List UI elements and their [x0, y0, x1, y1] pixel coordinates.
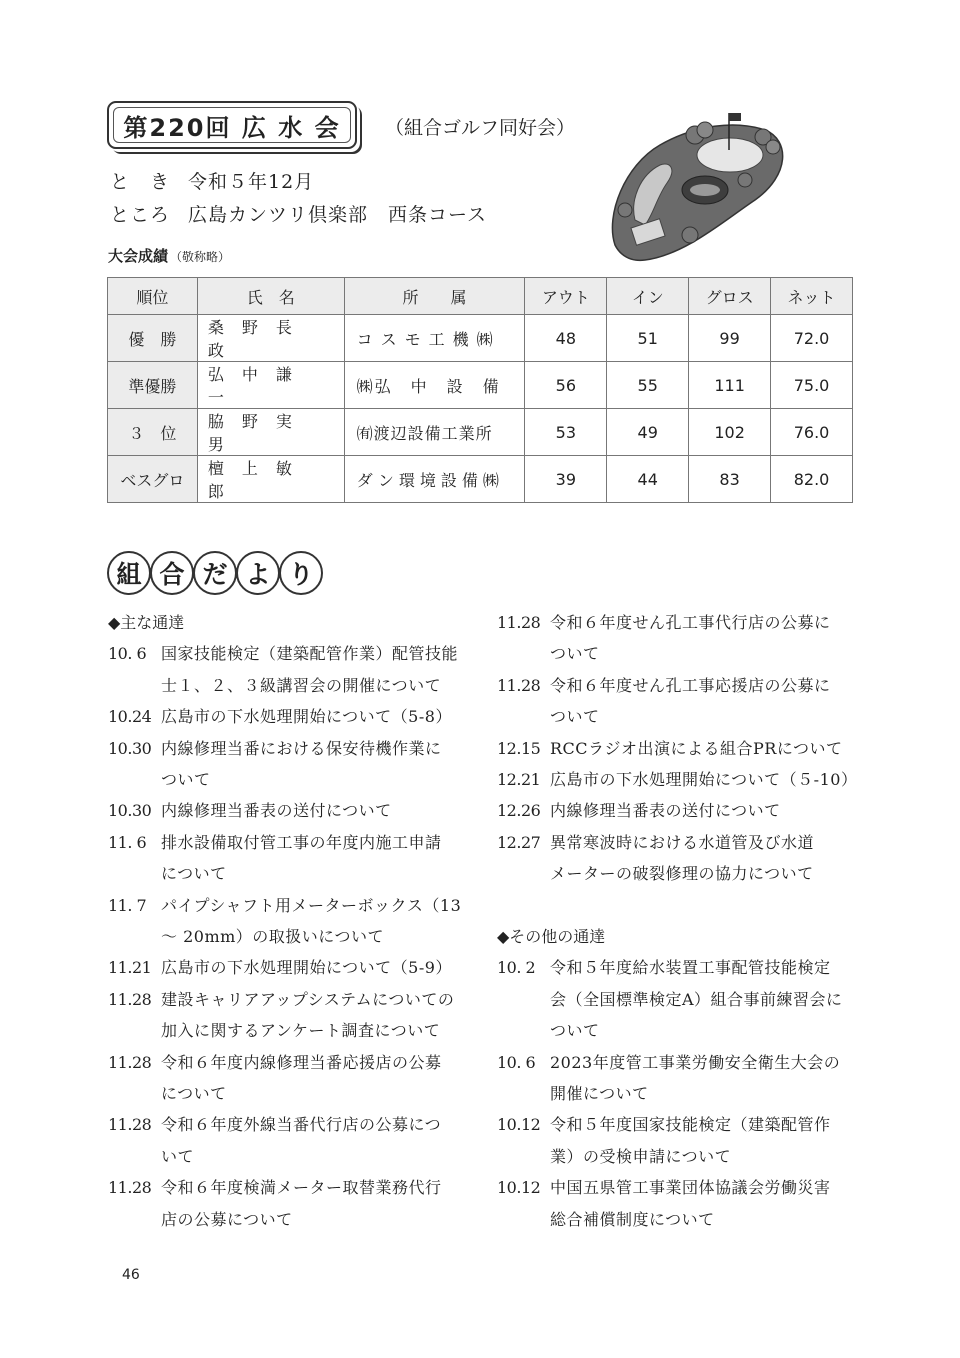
header-in: イン	[607, 278, 689, 315]
results-heading	[108, 245, 230, 266]
gross-cell: 99	[689, 315, 771, 362]
notice-date: 11.28	[497, 613, 541, 632]
notice-date: 11.28	[108, 1052, 152, 1072]
notice-item	[108, 733, 468, 796]
section-heading-circles	[107, 551, 322, 595]
notice-line: メーターの破裂修理の協力について	[550, 864, 814, 884]
table-row	[108, 409, 853, 456]
notice-line: 2023年度管工事業労働安全衛生大会の	[550, 1052, 841, 1072]
main-notices-heading: ◆主な通達	[108, 613, 185, 632]
notice-date: 10.12	[497, 1115, 541, 1135]
where-value: 広島カンツリ倶楽部 西条コース	[188, 204, 488, 226]
notice-date: 11.28	[497, 675, 541, 695]
notice-date: 12.15	[497, 738, 541, 758]
notice-date: 11.28	[108, 1115, 152, 1135]
in-cell: 55	[607, 362, 689, 409]
notice-line: 国家技能検定（建築配管作業）配管技能	[161, 644, 459, 664]
net-cell: 76.0	[771, 409, 853, 456]
notice-date: 11.21	[108, 958, 152, 978]
notice-item	[497, 670, 857, 733]
notice-date: 10.30	[108, 738, 152, 758]
notice-item	[108, 827, 468, 890]
out-cell: 56	[525, 362, 607, 409]
title-frame	[107, 101, 357, 149]
where-line	[110, 200, 487, 227]
notice-item	[497, 827, 857, 890]
notice-line: 広島市の下水処理開始について（5-9）	[161, 958, 452, 978]
notice-text	[161, 1047, 468, 1110]
notice-line: いて	[161, 1146, 195, 1166]
table-row	[108, 315, 853, 362]
net-cell: 75.0	[771, 362, 853, 409]
notice-line: ～ 20mm）の取扱いについて	[161, 927, 384, 947]
notice-date: 12.26	[497, 801, 541, 821]
notice-date: 11. 7	[108, 895, 147, 915]
affiliation-cell: ㈱弘 中 設 備	[344, 362, 525, 409]
header-rank: 順位	[108, 278, 198, 315]
notice-item	[108, 952, 468, 983]
notice-line: について	[161, 1084, 227, 1104]
notice-text	[161, 701, 468, 732]
name-cell: 脇野実男	[197, 409, 344, 456]
circle-char: り	[279, 551, 323, 595]
header-net: ネット	[771, 278, 853, 315]
notice-text	[550, 1172, 857, 1235]
notice-line: 会（全国標準検定A）組合事前練習会に	[550, 989, 843, 1009]
header-affiliation: 所 属	[344, 278, 525, 315]
name-cell: 弘中謙一	[197, 362, 344, 409]
notice-text	[161, 733, 468, 796]
results-heading-text: 大会成績	[108, 247, 169, 265]
notice-line: 内線修理当番における保安待機作業に	[161, 738, 442, 758]
notice-date: 10. 6	[497, 1052, 536, 1072]
notice-line: 総合補償制度について	[550, 1209, 715, 1229]
notice-item	[497, 733, 857, 764]
notice-line: 令和６年度内線修理当番応援店の公募	[161, 1052, 442, 1072]
notice-text	[161, 1109, 468, 1172]
notice-text	[161, 795, 468, 826]
notice-line: 令和５年度国家技能検定（建築配管作	[550, 1115, 831, 1135]
affiliation-cell: コスモ工機㈱	[344, 315, 525, 362]
notice-text	[550, 764, 857, 795]
notice-item	[108, 1047, 468, 1110]
notices-left-column	[108, 607, 468, 1235]
notice-item	[497, 1109, 857, 1172]
notice-line: ついて	[550, 1021, 600, 1041]
affiliation-cell: ダン環境設備㈱	[344, 456, 525, 503]
notice-line: について	[161, 864, 227, 884]
notice-line: 中国五県管工事業団体協議会労働災害	[550, 1178, 831, 1198]
notice-text	[161, 1172, 468, 1235]
notice-item	[108, 1172, 468, 1235]
notice-date: 10.30	[108, 801, 152, 821]
notice-line: 内線修理当番表の送付について	[550, 801, 781, 821]
subtitle: （組合ゴルフ同好会）	[385, 117, 576, 139]
table-row	[108, 362, 853, 409]
notice-text	[550, 1047, 857, 1110]
rank-cell: ３ 位	[108, 409, 198, 456]
notice-line: 令和５年度給水装置工事配管技能検定	[550, 958, 831, 978]
gross-cell: 83	[689, 456, 771, 503]
rank-cell: 準優勝	[108, 362, 198, 409]
notice-item	[108, 984, 468, 1047]
circle-char: 合	[150, 551, 194, 595]
notice-text	[550, 607, 857, 670]
affiliation-cell: ㈲渡辺設備工業所	[344, 409, 525, 456]
notice-text	[161, 638, 468, 701]
notice-line: 内線修理当番表の送付について	[161, 801, 392, 821]
notice-text	[161, 890, 468, 953]
notice-item	[108, 1109, 468, 1172]
notice-item	[497, 764, 857, 795]
notice-date: 11. 6	[108, 832, 147, 852]
notice-date: 12.21	[497, 770, 541, 790]
notice-date: 10.12	[497, 1178, 541, 1198]
notice-line: 店の公募について	[161, 1209, 293, 1229]
results-table	[107, 277, 853, 503]
notice-line: 広島市の下水処理開始について（5-8）	[161, 707, 452, 727]
notice-item	[108, 795, 468, 826]
notice-line: 加入に関するアンケート調査について	[161, 1021, 441, 1041]
notice-line: パイプシャフト用メーターボックス（13	[161, 895, 462, 915]
table-row	[108, 456, 853, 503]
gross-cell: 102	[689, 409, 771, 456]
notice-line: 令和６年度せん孔工事応援店の公募に	[550, 675, 831, 695]
notice-text	[550, 733, 857, 764]
notice-date: 12.27	[497, 832, 541, 852]
notice-text	[161, 827, 468, 890]
in-cell: 49	[607, 409, 689, 456]
notice-text	[550, 952, 857, 1046]
out-cell: 53	[525, 409, 607, 456]
results-note: （敬称略）	[170, 250, 231, 264]
out-cell: 48	[525, 315, 607, 362]
notice-text	[161, 984, 468, 1047]
notice-line: ついて	[161, 770, 211, 790]
notice-item	[108, 638, 468, 701]
notices-right-column	[497, 607, 857, 1235]
notice-line: 士１、２、３級講習会の開催について	[161, 675, 442, 695]
notice-text	[550, 827, 857, 890]
page-number: 46	[122, 1267, 140, 1283]
notice-item	[497, 952, 857, 1046]
notice-text	[161, 952, 468, 983]
notice-date: 10.24	[108, 707, 152, 727]
notice-text	[550, 670, 857, 733]
notice-line: 令和６年度外線当番代行店の公募につ	[161, 1115, 442, 1135]
circle-char: だ	[193, 551, 237, 595]
in-cell: 51	[607, 315, 689, 362]
in-cell: 44	[607, 456, 689, 503]
gross-cell: 111	[689, 362, 771, 409]
notice-line: RCCラジオ出演による組合PRについて	[550, 738, 843, 758]
when-value: 令和５年12月	[188, 171, 315, 193]
notice-date: 10. 2	[497, 958, 536, 978]
rank-cell: ベスグロ	[108, 456, 198, 503]
notice-line: 広島市の下水処理開始について（５-10）	[550, 770, 858, 790]
notice-line: 排水設備取付管工事の年度内施工申請	[161, 832, 442, 852]
notice-line: ついて	[550, 644, 600, 664]
notice-text	[550, 795, 857, 826]
notice-item	[108, 890, 468, 953]
rank-cell: 優 勝	[108, 315, 198, 362]
other-notices-heading: ◆その他の通達	[497, 927, 606, 947]
circle-char: 組	[107, 551, 151, 595]
notice-line: 業）の受検申請について	[550, 1146, 732, 1166]
notice-text	[550, 1109, 857, 1172]
net-cell: 82.0	[771, 456, 853, 503]
out-cell: 39	[525, 456, 607, 503]
header-gross: グロス	[689, 278, 771, 315]
notice-date: 11.28	[108, 989, 152, 1009]
notice-line: 令和６年度検満メーター取替業務代行	[161, 1178, 442, 1198]
where-label: ところ	[110, 204, 171, 226]
when-line	[110, 167, 314, 194]
notice-date: 11.28	[108, 1178, 152, 1198]
header-name: 氏 名	[197, 278, 344, 315]
notice-item	[497, 1172, 857, 1235]
golf-course-illustration	[605, 105, 795, 263]
table-header-row	[108, 278, 853, 315]
notice-line: 開催について	[550, 1084, 649, 1104]
header-out: アウト	[525, 278, 607, 315]
notice-line: 建設キャリアアップシステムについての	[161, 989, 455, 1009]
notice-date: 10. 6	[108, 644, 147, 664]
notice-item	[497, 607, 857, 670]
notice-item	[497, 1047, 857, 1110]
net-cell: 72.0	[771, 315, 853, 362]
page-title: 第220回 広 水 会	[113, 107, 351, 143]
circle-char: よ	[236, 551, 280, 595]
notice-line: 令和６年度せん孔工事代行店の公募に	[550, 613, 831, 632]
notice-item	[497, 795, 857, 826]
notice-line: ついて	[550, 707, 600, 727]
name-cell: 桑野長政	[197, 315, 344, 362]
when-label: と き	[110, 171, 171, 193]
notice-line: 異常寒波時における水道管及び水道	[550, 832, 815, 852]
name-cell: 檀上敏郎	[197, 456, 344, 503]
notice-item	[108, 701, 468, 732]
